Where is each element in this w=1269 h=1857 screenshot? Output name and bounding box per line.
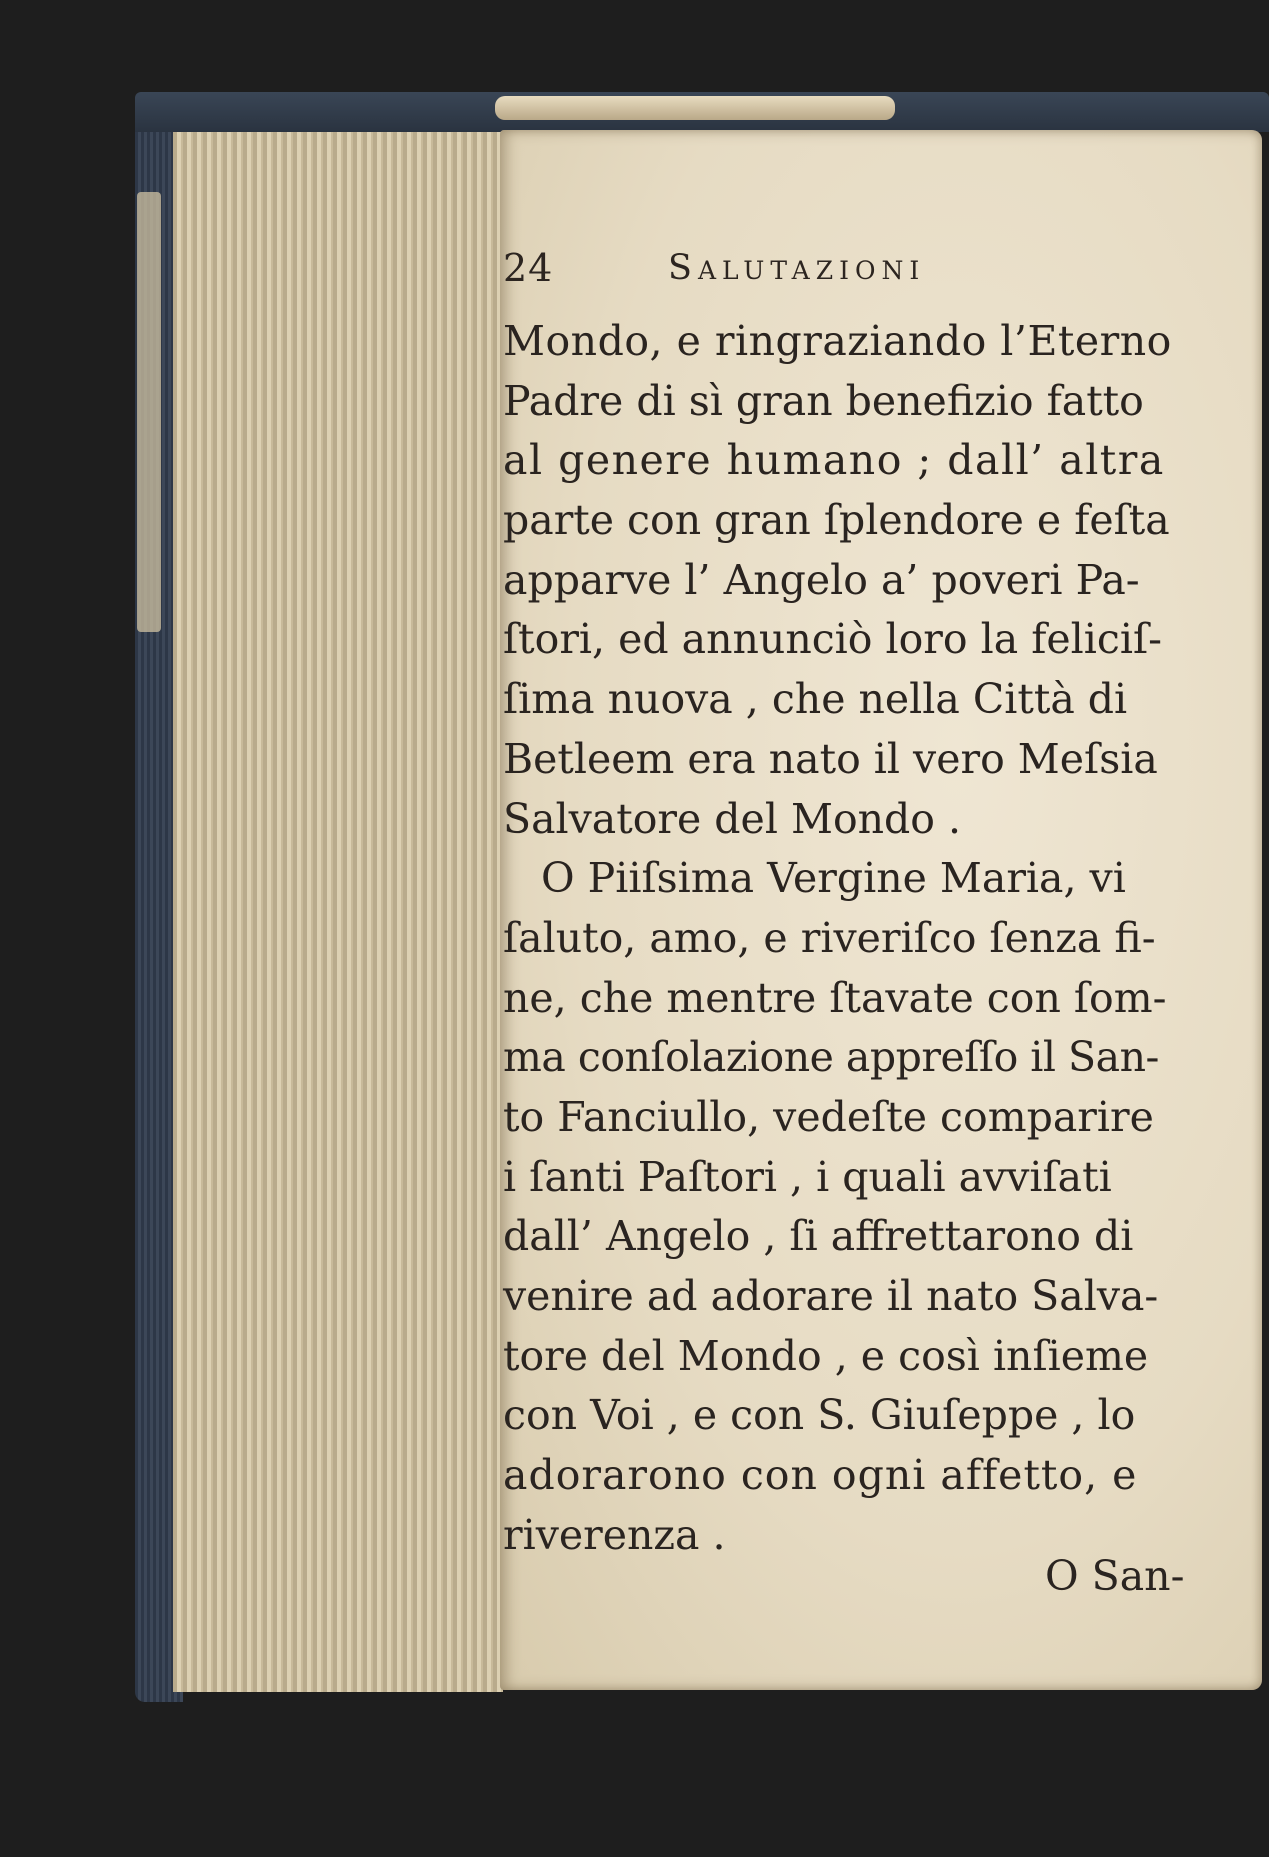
text-line: tore del Mondo , e così inſieme (503, 1331, 1149, 1380)
text-line: ma conſolazione appreſſo il San- (503, 1033, 1159, 1082)
page-number: 24 (503, 246, 554, 290)
worn-cover-edge (137, 192, 161, 632)
running-head: Salutazioni (668, 248, 926, 288)
text-line: to Fanciullo, vedeſte comparire (503, 1092, 1154, 1141)
page-stack (173, 132, 503, 1692)
text-line: ſima nuova , che nella Città di (503, 675, 1128, 724)
cover-clasp (495, 96, 895, 120)
text-line: ſtori, ed annunciò loro la feliciſ- (503, 615, 1162, 664)
text-line: Mondo, e ringraziando l’Eterno (503, 317, 1172, 365)
body-text (503, 312, 1228, 1565)
text-line: dall’ Angelo , ſi affrettarono di (503, 1212, 1134, 1261)
book-cover-top (135, 92, 1269, 132)
text-line: ſaluto, amo, e riveriſco ſenza fi- (503, 913, 1156, 962)
text-line: O Piiſsima Vergine Maria, vi (541, 854, 1126, 903)
text-line: Salvatore del Mondo . (503, 794, 962, 843)
page-header (503, 246, 1083, 306)
text-line: adorarono con ogni affetto, e (503, 1451, 1138, 1500)
text-line: Padre di sì gran benefizio fatto (503, 376, 1144, 425)
text-line: Betleem era nato il vero Meſsia (503, 734, 1158, 783)
text-line: con Voi , e con S. Giuſeppe , lo (503, 1391, 1136, 1440)
text-line: venire ad adorare il nato Salva- (503, 1272, 1159, 1320)
text-line: parte con gran ſplendore e feſta (503, 496, 1170, 545)
text-line: ne, che mentre ſtavate con ſom- (503, 973, 1167, 1022)
catchword: O San- (1045, 1552, 1185, 1600)
text-line: i ſanti Paſtori , i quali avviſati (503, 1152, 1112, 1201)
text-line: al genere humano ; dall’ altra (503, 436, 1165, 485)
text-line: riverenza . (503, 1510, 726, 1559)
text-line: apparve l’ Angelo a’ poveri Pa- (503, 555, 1140, 604)
